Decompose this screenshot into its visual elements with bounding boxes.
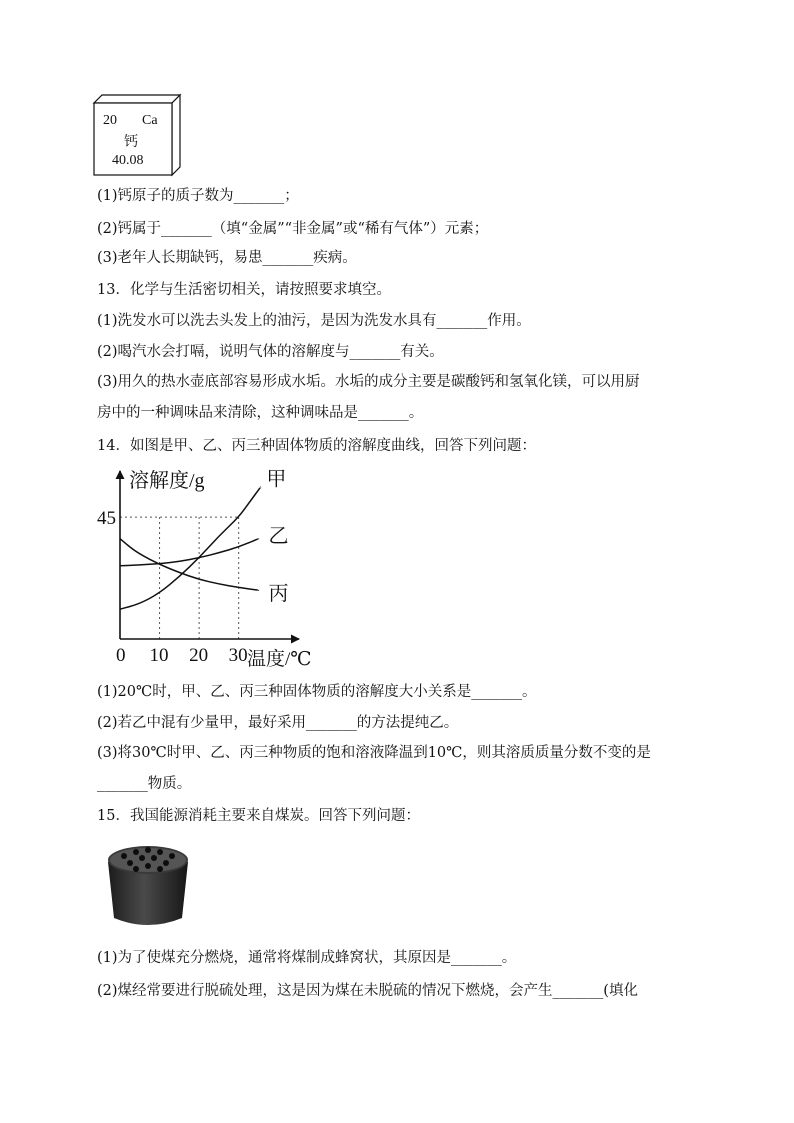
- x-tick-20: 20: [189, 645, 209, 666]
- calcium-element-tile: [92, 93, 187, 177]
- series-label-1: 乙: [268, 525, 289, 548]
- series-label-2: 丙: [268, 583, 289, 606]
- curve-series-0: [120, 487, 260, 609]
- q15-part2: (2)煤经常要进行脱硫处理，这是因为煤在未脱硫的情况下燃烧，会产生_______(填化: [97, 983, 638, 999]
- q15-part1: (1)为了使煤充分燃烧，通常将煤制成蜂窝状，其原因是_______。: [97, 950, 517, 966]
- q12-part3: (3)老年人长期缺钙，易患_______疾病。: [97, 250, 357, 266]
- q12-part1: (1)钙原子的质子数为_______；: [97, 188, 299, 204]
- q12-part2: (2)钙属于_______（填“金属”“非金属”或“稀有气体”）元素；: [97, 221, 489, 237]
- curve-series-1: [120, 539, 258, 566]
- y-tick-45: 45: [97, 508, 116, 530]
- curves: [120, 487, 260, 609]
- series-labels: [266, 468, 288, 605]
- q14-part3-line1: (3)将30℃时甲、乙、丙三种物质的饱和溶液降温到10℃，则其溶质质量分数不变的是: [97, 745, 651, 761]
- x-tick-30: 30: [228, 645, 248, 666]
- q13-part3-line2: 房中的一种调味品来清除，这种调味品是_______。: [97, 405, 424, 421]
- solubility-curve-chart: [97, 465, 337, 675]
- x-axis-label: 温度/℃: [247, 649, 312, 670]
- q14-title: 14．如图是甲、乙、丙三种固体物质的溶解度曲线，回答下列问题：: [97, 438, 536, 454]
- y-axis-label: 溶解度/g: [129, 470, 205, 492]
- atomic-number: 20: [103, 113, 117, 128]
- q13-part2: (2)喝汽水会打嗝，说明气体的溶解度与_______有关。: [97, 344, 444, 360]
- series-label-0: 甲: [266, 468, 287, 491]
- q14-part2: (2)若乙中混有少量甲，最好采用_______的方法提纯乙。: [97, 715, 459, 731]
- q15-title: 15．我国能源消耗主要来自煤炭。回答下列问题：: [97, 808, 420, 824]
- atomic-mass: 40.08: [112, 153, 144, 168]
- q13-part1: (1)洗发水可以洗去头发上的油污，是因为洗发水具有_______作用。: [97, 313, 531, 329]
- q13-title: 13．化学与生活密切相关，请按照要求填空。: [97, 282, 391, 298]
- x-tick-0: 0: [116, 645, 126, 666]
- q13-part3-line1: (3)用久的热水壶底部容易形成水垢。水垢的成分主要是碳酸钙和氢氧化镁，可以用厨: [97, 374, 640, 390]
- element-name: 钙: [124, 134, 138, 150]
- q14-part3-line2: _______物质。: [97, 776, 192, 792]
- honeycomb-coal-image: [104, 842, 192, 928]
- element-symbol: Ca: [142, 113, 158, 128]
- q14-part1: (1)20℃时，甲、乙、丙三种固体物质的溶解度大小关系是_______。: [97, 684, 537, 700]
- x-tick-10: 10: [149, 645, 169, 666]
